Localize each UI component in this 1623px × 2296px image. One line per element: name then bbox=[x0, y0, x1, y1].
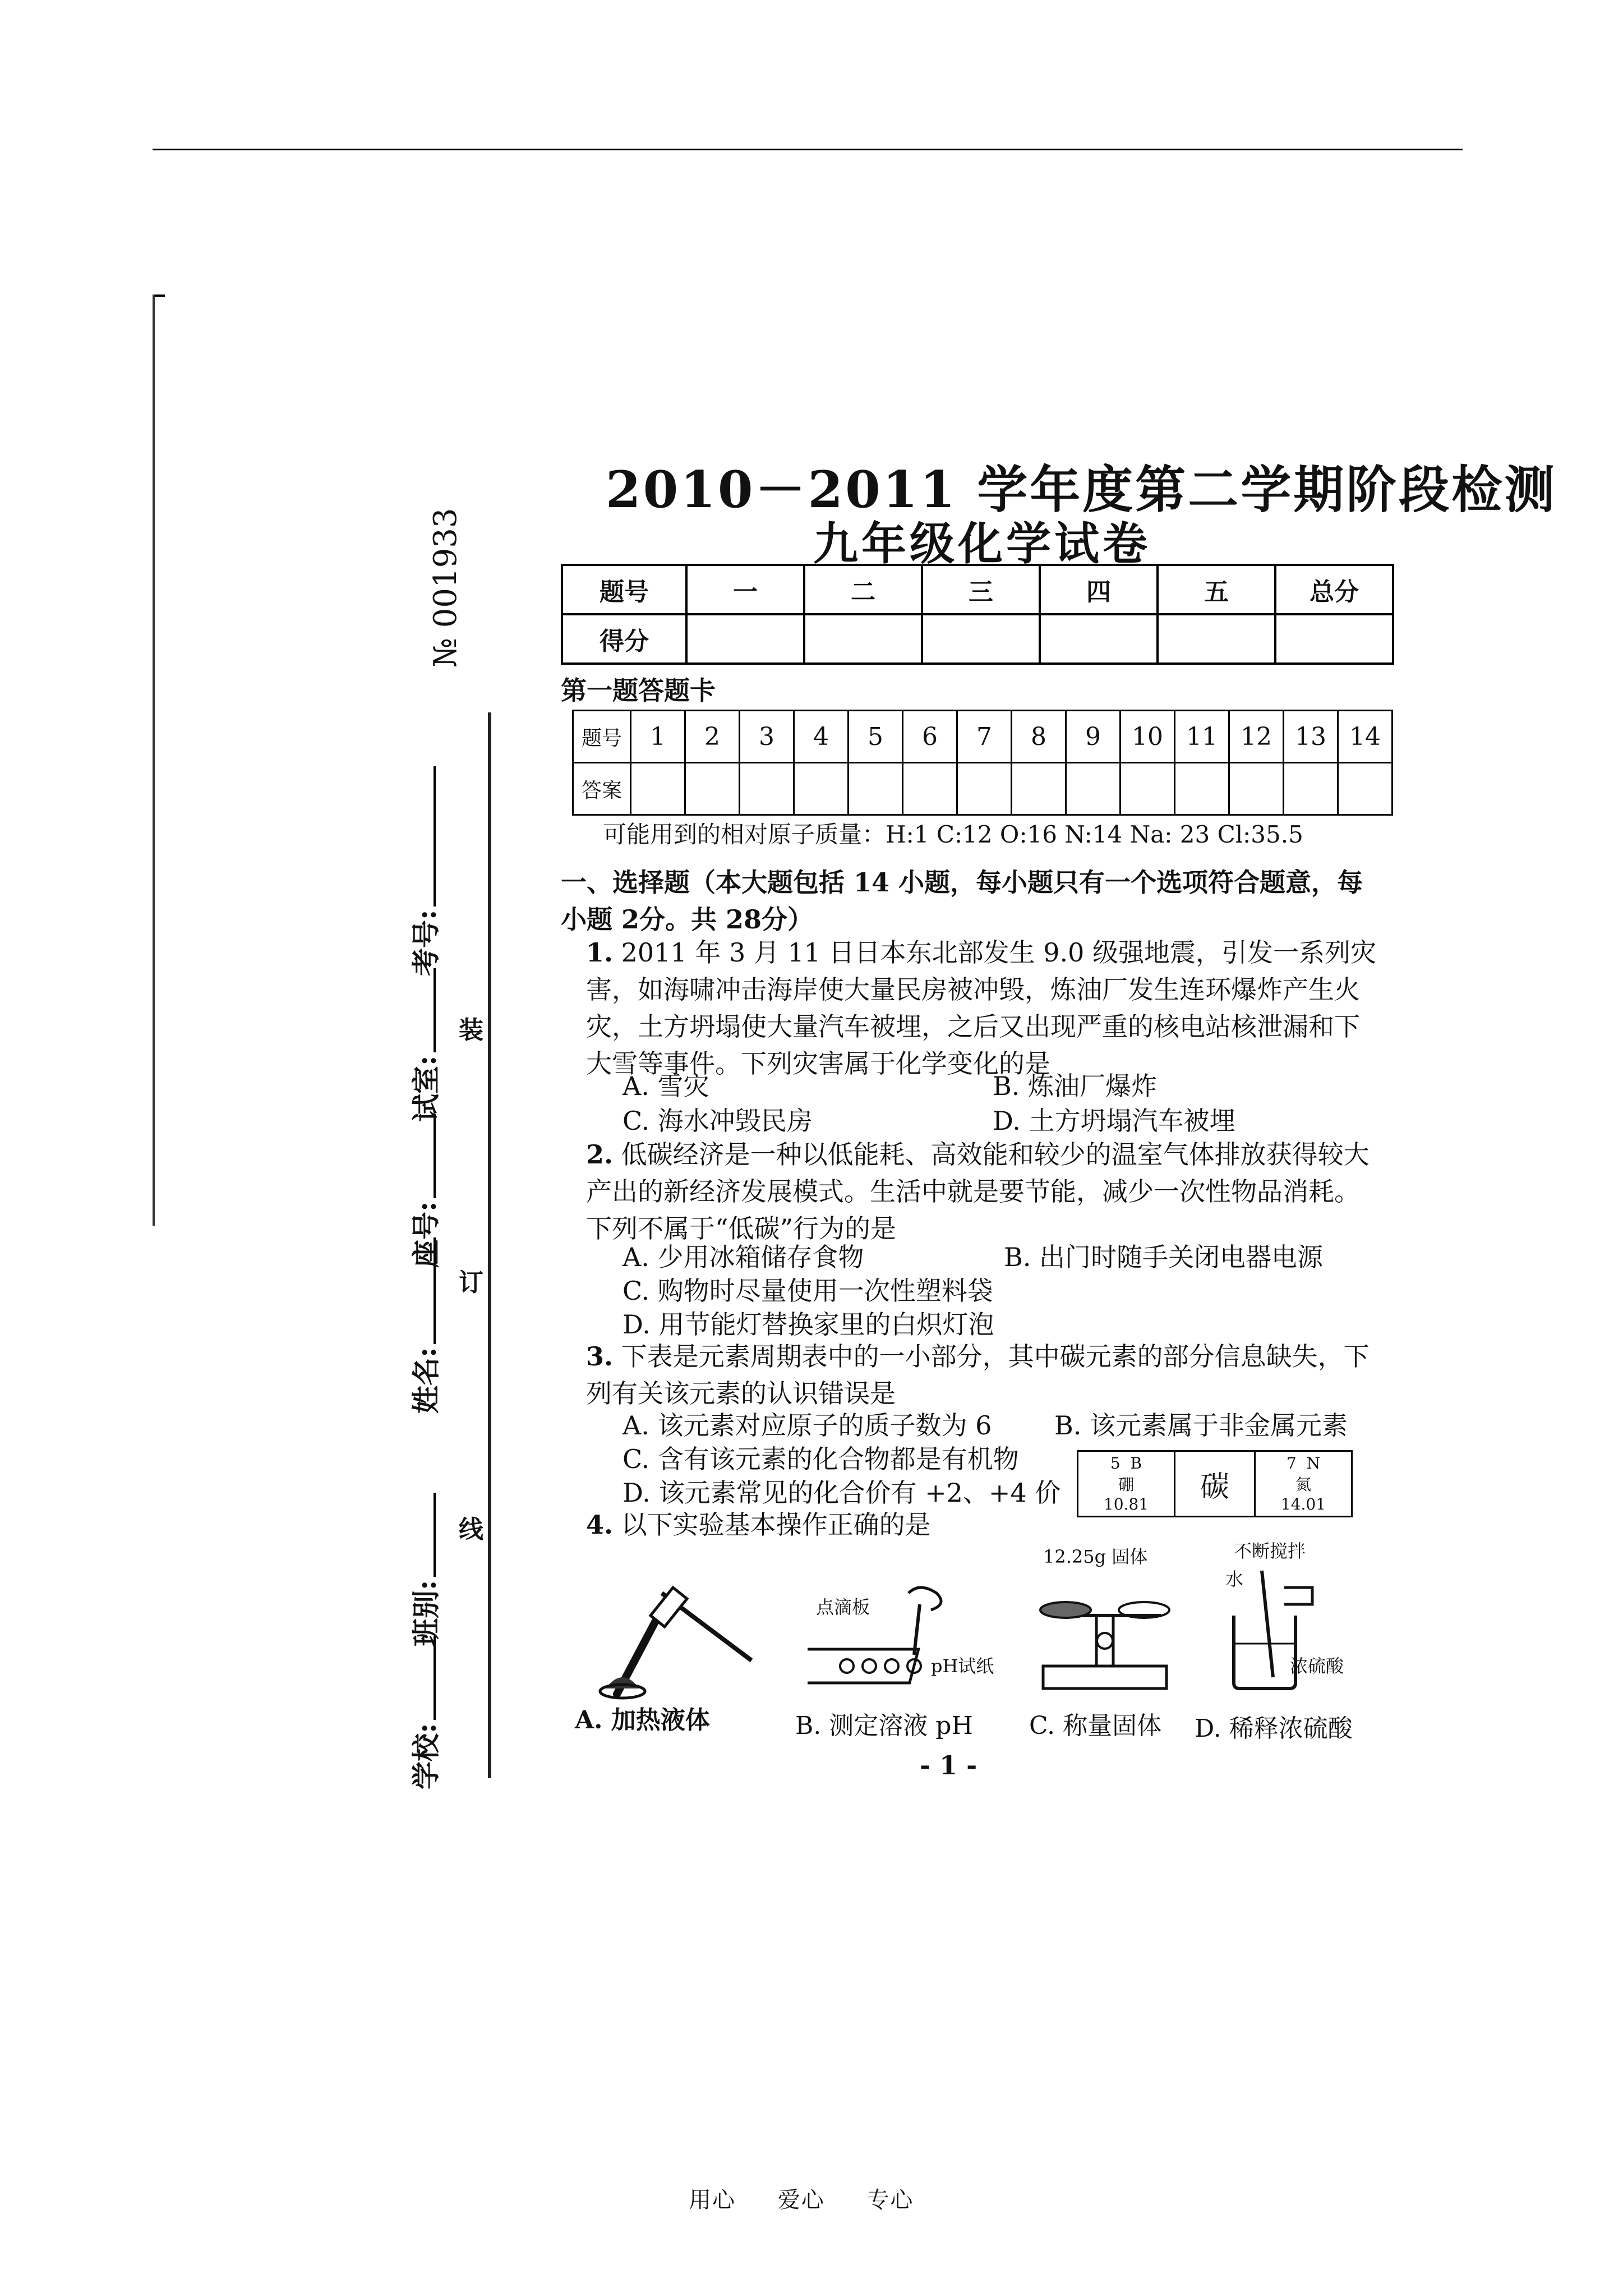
answer-cell bbox=[903, 763, 957, 815]
option: C. 购物时尽量使用一次性塑料袋 bbox=[623, 1276, 993, 1306]
answer-number: 3 bbox=[740, 711, 794, 763]
answer-number: 8 bbox=[1012, 711, 1066, 763]
answer-cell bbox=[794, 763, 849, 815]
figure-label-b: B. 测定溶液 pH bbox=[795, 1711, 973, 1740]
option: D. 该元素常见的化合价有 +2、+4 价 bbox=[623, 1478, 1061, 1508]
school-field: 学校: bbox=[404, 1636, 444, 1789]
score-col-header: 四 bbox=[1040, 565, 1158, 614]
score-row-header: 题号 bbox=[562, 565, 686, 614]
name-field: 姓名: bbox=[404, 1237, 444, 1414]
answer-cell bbox=[849, 763, 903, 815]
score-cell bbox=[1275, 614, 1393, 664]
acid-label: 浓硫酸 bbox=[1290, 1655, 1344, 1677]
answer-number: 10 bbox=[1121, 711, 1175, 763]
answer-number: 13 bbox=[1284, 711, 1338, 763]
atomic-mass: 10.81 bbox=[1103, 1495, 1149, 1513]
exam-title: 2010－2011 学年度第二学期阶段检测 bbox=[606, 460, 1557, 519]
answer-number: 9 bbox=[1066, 711, 1121, 763]
answer-cell bbox=[1229, 763, 1284, 815]
option: C. 含有该元素的化合物都是有机物 bbox=[623, 1444, 1019, 1474]
answer-number: 4 bbox=[794, 711, 849, 763]
option: A. 雪灾 bbox=[623, 1071, 709, 1101]
balance-figure bbox=[1032, 1571, 1178, 1694]
question-number: 2. bbox=[586, 1139, 614, 1170]
score-col-header: 二 bbox=[804, 565, 922, 614]
answer-cell bbox=[1012, 763, 1066, 815]
answer-cell bbox=[1338, 763, 1393, 815]
page-number: - 1 - bbox=[920, 1750, 978, 1780]
question-number: 3. bbox=[586, 1341, 614, 1372]
spot-plate-label: 点滴板 bbox=[816, 1596, 870, 1618]
answer-row-header: 题号 bbox=[573, 711, 631, 763]
answer-number: 6 bbox=[903, 711, 957, 763]
option: B. 该元素属于非金属元素 bbox=[1054, 1410, 1348, 1441]
answer-cell bbox=[1121, 763, 1175, 815]
option: D. 用节能灯替换家里的白炽灯泡 bbox=[623, 1309, 994, 1340]
element-name: 氮 bbox=[1295, 1475, 1311, 1494]
element-name: 硼 bbox=[1118, 1475, 1134, 1494]
question-3 bbox=[586, 1338, 1382, 1412]
option: C. 海水冲毁民房 bbox=[623, 1106, 813, 1136]
answer-cell bbox=[1284, 763, 1338, 815]
question-text: 低碳经济是一种以低能耗、高效能和较少的温室气体排放获得较大产出的新经济发展模式。生活中就是要节能，减少一次性物品消耗。下列不属于“低碳”行为的是 bbox=[586, 1139, 1370, 1244]
score-row-header: 得分 bbox=[562, 614, 686, 664]
ph-paper-label: pH试纸 bbox=[931, 1655, 994, 1677]
footer-item: 专心 bbox=[866, 2187, 914, 2213]
answer-number: 12 bbox=[1229, 711, 1284, 763]
question-text: 以下实验基本操作正确的是 bbox=[621, 1510, 931, 1540]
option: B. 出门时随手关闭电器电源 bbox=[1004, 1242, 1324, 1272]
binding-line bbox=[488, 712, 491, 1778]
top-rule bbox=[153, 149, 1463, 150]
exam-subtitle: 九年级化学试卷 bbox=[813, 517, 1151, 570]
water-label: 水 bbox=[1225, 1568, 1244, 1590]
seat-field: 座号: bbox=[404, 1114, 444, 1268]
score-col-header: 总分 bbox=[1275, 565, 1393, 614]
atomic-masses: 可能用到的相对原子质量：H:1 C:12 O:16 N:14 Na: 23 Cl:35.5 bbox=[603, 821, 1303, 848]
atomic-number: 5 bbox=[1110, 1454, 1121, 1473]
margin-line bbox=[153, 295, 155, 1226]
footer-item: 用心 bbox=[689, 2187, 736, 2213]
answer-number: 7 bbox=[957, 711, 1012, 763]
element-symbol: B bbox=[1130, 1454, 1142, 1473]
element-name: 碳 bbox=[1200, 1470, 1229, 1504]
score-table bbox=[561, 564, 1394, 665]
answer-cell bbox=[685, 763, 740, 815]
figure-label-a: A. 加热液体 bbox=[575, 1706, 710, 1734]
answer-number: 5 bbox=[849, 711, 903, 763]
score-col-header: 五 bbox=[1158, 565, 1275, 614]
option: B. 炼油厂爆炸 bbox=[993, 1071, 1158, 1101]
atomic-number: 7 bbox=[1286, 1454, 1297, 1473]
answer-number: 14 bbox=[1338, 711, 1393, 763]
score-col-header: 一 bbox=[686, 565, 804, 614]
atomic-mass: 14.01 bbox=[1280, 1495, 1326, 1513]
score-col-header: 三 bbox=[922, 565, 1040, 614]
score-cell bbox=[804, 614, 922, 664]
option: A. 该元素对应原子的质子数为 6 bbox=[623, 1410, 992, 1441]
exam-no-field: 考号: bbox=[404, 766, 444, 976]
answer-number: 1 bbox=[631, 711, 685, 763]
question-number: 1. bbox=[586, 937, 614, 968]
question-text: 2011 年 3 月 11 日日本东北部发生 9.0 级强地震，引发一系列灾害，如海啸冲击海岸使大量民房被冲毁，炼油厂发生连环爆炸产生火灾，土方坍塌使大量汽车被埋，之后又出现严重的核电站核泄漏和下大雪等事件。下列灾害属于化学变化的是 bbox=[586, 937, 1377, 1079]
class-field: 班别: bbox=[404, 1493, 444, 1646]
score-cell bbox=[922, 614, 1040, 664]
element-symbol: N bbox=[1306, 1454, 1321, 1473]
solid-mass-label: 12.25g 固体 bbox=[1043, 1546, 1148, 1567]
answer-cell bbox=[631, 763, 685, 815]
score-cell bbox=[686, 614, 804, 664]
answer-card-number-row bbox=[573, 711, 1393, 763]
answer-cell bbox=[957, 763, 1012, 815]
room-field: 试室: bbox=[404, 968, 444, 1122]
score-cell bbox=[1158, 614, 1275, 664]
answer-card-answer-row bbox=[573, 763, 1393, 815]
binding-char-3: 线 bbox=[459, 1515, 483, 1544]
score-cell bbox=[1040, 614, 1158, 664]
section-heading: 一、选择题（本大题包括 14 小题，每小题只有一个选项符合题意，每小题 2分。共 28分） bbox=[561, 867, 1363, 935]
answer-card-label: 第一题答题卡 bbox=[561, 675, 716, 706]
binding-char-1: 装 bbox=[459, 1016, 483, 1045]
answer-cell bbox=[1175, 763, 1229, 815]
answer-cell bbox=[740, 763, 794, 815]
figure-label-c: C. 称量固体 bbox=[1029, 1711, 1162, 1740]
answer-card-table bbox=[572, 710, 1393, 816]
question-number: 4. bbox=[586, 1510, 614, 1540]
binding-char-2: 订 bbox=[459, 1268, 483, 1297]
score-table-header-row bbox=[562, 565, 1393, 614]
answer-number: 11 bbox=[1175, 711, 1229, 763]
option: D. 土方坍塌汽车被埋 bbox=[993, 1106, 1235, 1136]
serial-number: № 001933 bbox=[427, 508, 464, 668]
score-table-score-row bbox=[562, 614, 1393, 664]
footer bbox=[689, 2182, 947, 2214]
question-1 bbox=[586, 934, 1382, 1082]
option: A. 少用冰箱储存食物 bbox=[623, 1242, 864, 1272]
heating-liquid-figure bbox=[583, 1565, 768, 1705]
answer-number: 2 bbox=[685, 711, 740, 763]
answer-row-header: 答案 bbox=[573, 763, 631, 815]
footer-item: 爱心 bbox=[777, 2187, 825, 2213]
question-text: 下表是元素周期表中的一小部分，其中碳元素的部分信息缺失，下列有关该元素的认识错误是 bbox=[586, 1341, 1370, 1409]
answer-cell bbox=[1066, 763, 1121, 815]
question-2 bbox=[586, 1136, 1382, 1247]
stir-label: 不断搅拌 bbox=[1234, 1540, 1306, 1562]
figure-label-d: D. 稀释浓硫酸 bbox=[1195, 1714, 1353, 1743]
